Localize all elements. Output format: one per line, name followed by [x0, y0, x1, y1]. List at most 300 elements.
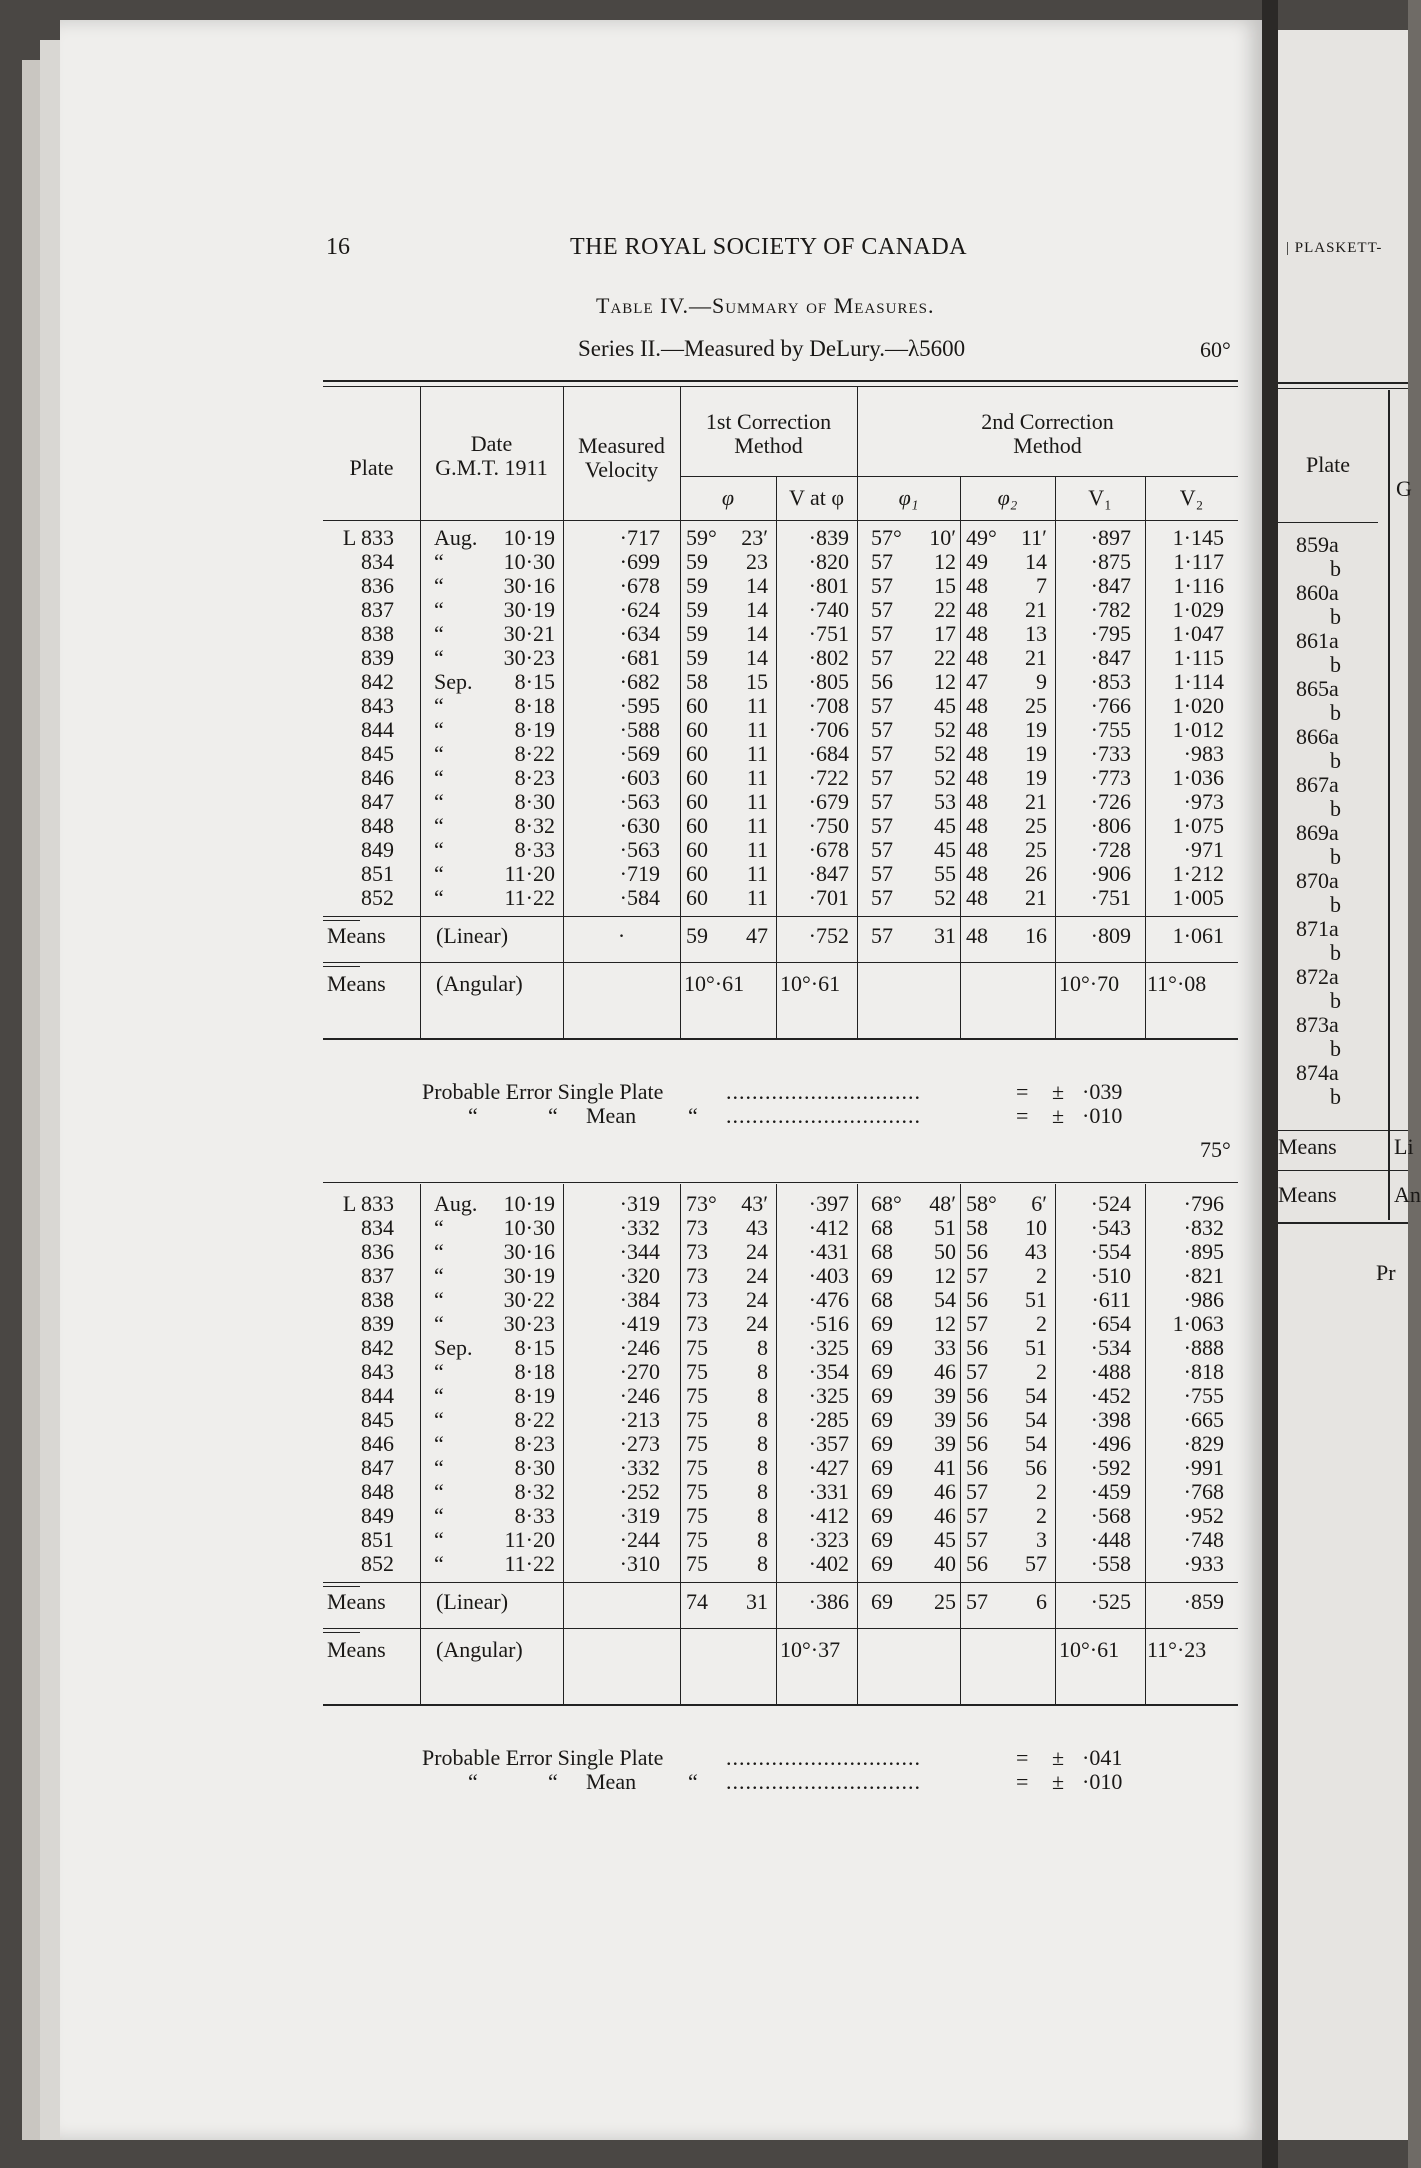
phi-minutes: 24 [746, 1239, 768, 1264]
column-rule [776, 1184, 777, 1704]
phi2-minutes: 57 [1025, 1551, 1047, 1576]
phi-degrees: 60 [686, 765, 708, 790]
phi1-minutes: 22 [934, 597, 956, 622]
means-phi2-minutes: 6 [1036, 1589, 1047, 1614]
phi1-degrees: 57 [871, 861, 893, 886]
v1-value: ·459 [1090, 1479, 1131, 1504]
phi2-degrees: 48 [966, 597, 988, 622]
right-running-head: | PLASKETT- [1286, 240, 1383, 256]
phi1-degrees: 69 [871, 1335, 893, 1360]
date-month: “ [434, 789, 444, 814]
plate-number: 852 [361, 1551, 394, 1576]
v2-value: ·888 [1183, 1335, 1224, 1360]
phi1-degrees: 57 [871, 693, 893, 718]
date-value: 11·20 [504, 861, 555, 886]
means-v1: ·525 [1090, 1589, 1131, 1614]
ditto-mark: “ [468, 1769, 478, 1794]
phi2-degrees: 48 [966, 717, 988, 742]
measured-velocity: ·717 [619, 525, 660, 550]
v2-value: ·971 [1183, 837, 1224, 862]
v-at-phi: ·331 [808, 1479, 849, 1504]
measured-velocity: ·319 [619, 1503, 660, 1528]
probable-error-label: Probable Error Single Plate [422, 1079, 664, 1104]
table-bottom-rule [323, 1704, 1238, 1706]
right-probable-error: Pr [1376, 1260, 1396, 1285]
phi-minutes: 8 [757, 1551, 768, 1576]
v2-value: 1·116 [1173, 573, 1224, 598]
phi1-minutes: 12 [934, 549, 956, 574]
v1-value: ·611 [1091, 1287, 1131, 1312]
phi-minutes: 8 [757, 1335, 768, 1360]
means-rule [323, 1628, 1238, 1629]
velocity-header: Velocity [584, 457, 659, 482]
v-at-phi: ·847 [808, 861, 849, 886]
v1-value: ·782 [1090, 597, 1131, 622]
means-phi-degrees: 59 [686, 923, 708, 948]
phi1-degrees: 57 [871, 549, 893, 574]
phi1-degrees: 57 [871, 597, 893, 622]
phi-degrees: 59° [686, 525, 717, 550]
phi2-minutes: 54 [1025, 1383, 1047, 1408]
phi1-minutes: 12 [934, 669, 956, 694]
means-rule [323, 916, 1238, 917]
v-at-phi: ·750 [808, 813, 849, 838]
phi1-degrees: 68 [871, 1239, 893, 1264]
page-edge [40, 40, 60, 2140]
measured-velocity: ·246 [619, 1335, 660, 1360]
means-phi1-minutes: 25 [934, 1589, 956, 1614]
plate-number: 842 [361, 1335, 394, 1360]
plate-number: 852 [361, 885, 394, 910]
right-means-angular-kind: An [1394, 1182, 1421, 1207]
phi1-minutes: 15 [934, 573, 956, 598]
date-month: “ [434, 1263, 444, 1288]
phi2-minutes: 2 [1036, 1263, 1047, 1288]
plate-number: 847 [361, 1455, 394, 1480]
right-plate-header: Plate [1306, 452, 1350, 477]
page-number: 16 [326, 234, 350, 260]
plate-number: 834 [361, 549, 394, 574]
phi2-degrees: 48 [966, 765, 988, 790]
date-month: “ [434, 597, 444, 622]
measured-velocity: ·273 [619, 1431, 660, 1456]
column-rule [680, 520, 681, 1038]
table-top-rule [323, 1182, 1238, 1183]
column-rule [1145, 520, 1146, 1038]
probable-error-value: ·010 [1082, 1103, 1123, 1128]
phi-minutes: 11 [746, 789, 768, 814]
phi1-minutes: 22 [934, 645, 956, 670]
v1-value: ·488 [1090, 1359, 1131, 1384]
v1-value: ·733 [1090, 741, 1131, 766]
phi2-minutes: 56 [1025, 1455, 1047, 1480]
v-at-phi: ·740 [808, 597, 849, 622]
phi-degrees: 60 [686, 789, 708, 814]
v-at-phi: ·516 [808, 1311, 849, 1336]
v1-value: ·510 [1090, 1263, 1131, 1288]
means-phi2-minutes: 16 [1025, 923, 1047, 948]
date-value: 30·21 [503, 621, 555, 646]
v1-value: ·766 [1090, 693, 1131, 718]
plate-number: 844 [361, 1383, 394, 1408]
phi-degrees: 73 [686, 1311, 708, 1336]
phi2-degrees: 56 [966, 1287, 988, 1312]
probable-error-value: ·041 [1082, 1745, 1123, 1770]
measured-velocity: ·624 [619, 597, 660, 622]
date-month: “ [434, 1407, 444, 1432]
phi2-minutes: 2 [1036, 1479, 1047, 1504]
phi-degrees: 75 [686, 1455, 708, 1480]
v1-value: ·795 [1090, 621, 1131, 646]
measured-velocity: ·419 [619, 1311, 660, 1336]
phi-degrees: 75 [686, 1551, 708, 1576]
means-phi-minutes: 31 [746, 1589, 768, 1614]
phi1-degrees: 69 [871, 1527, 893, 1552]
date-value: 11·22 [504, 885, 555, 910]
plate-number: 846 [361, 765, 394, 790]
date-value: 8·15 [514, 669, 555, 694]
phi2-minutes: 19 [1025, 765, 1047, 790]
date-value: 11·22 [504, 1551, 555, 1576]
phi1-minutes: 46 [934, 1479, 956, 1504]
leader-dots: .............................. [726, 1079, 921, 1104]
angular-means-kind: (Angular) [436, 1637, 523, 1662]
v2-value: 1·063 [1172, 1311, 1224, 1336]
phi-degrees: 75 [686, 1335, 708, 1360]
phi-minutes: 14 [746, 621, 768, 646]
v2-value: 1·029 [1172, 597, 1224, 622]
phi-degrees: 75 [686, 1359, 708, 1384]
measured-velocity: ·332 [619, 1455, 660, 1480]
series-caption: Series II.—Measured by DeLury.—λ5600 [578, 336, 966, 361]
date-month: “ [434, 1551, 444, 1576]
date-value: 8·30 [514, 789, 555, 814]
table-bottom-rule [323, 1038, 1238, 1040]
date-month: “ [434, 1311, 444, 1336]
phi2-minutes: 11′ [1021, 525, 1047, 550]
column-rule [1055, 1184, 1056, 1704]
column-rule [563, 1184, 564, 1704]
v-at-phi: ·412 [808, 1215, 849, 1240]
second-correction-header: Method [1013, 433, 1082, 458]
right-plate-number: b [1330, 988, 1341, 1013]
column-rule [776, 520, 777, 1038]
phi-degrees: 73° [686, 1191, 717, 1216]
plate-header: Plate [349, 455, 394, 480]
means-v-at-phi: ·386 [808, 1589, 849, 1614]
plate-number: 839 [361, 1311, 394, 1336]
phi2-minutes: 21 [1025, 885, 1047, 910]
date-month: “ [434, 741, 444, 766]
v-at-phi: ·678 [808, 837, 849, 862]
means-phi1-degrees: 69 [871, 1589, 893, 1614]
means-phi1-degrees: 57 [871, 923, 893, 948]
phi2-degrees: 57 [966, 1359, 988, 1384]
phi-minutes: 11 [746, 693, 768, 718]
date-value: 8·19 [514, 1383, 555, 1408]
plate-number: 849 [361, 837, 394, 862]
phi-minutes: 8 [757, 1407, 768, 1432]
v-at-phi: ·701 [808, 885, 849, 910]
angular-v1: 10°·70 [1059, 971, 1120, 996]
phi1-degrees: 69 [871, 1455, 893, 1480]
phi2-minutes: 3 [1036, 1527, 1047, 1552]
phi1-degrees: 68° [871, 1191, 902, 1216]
phi-degrees: 73 [686, 1215, 708, 1240]
date-value: 30·23 [503, 1311, 555, 1336]
phi-minutes: 24 [746, 1263, 768, 1288]
plate-number: 842 [361, 669, 394, 694]
angular-means-kind: (Angular) [436, 971, 523, 996]
date-month: “ [434, 573, 444, 598]
means-v1: ·809 [1090, 923, 1131, 948]
phi2-degrees: 48 [966, 645, 988, 670]
means-rule [323, 1586, 360, 1587]
phi2-minutes: 25 [1025, 837, 1047, 862]
phi1-degrees: 68 [871, 1287, 893, 1312]
v1-value: ·558 [1090, 1551, 1131, 1576]
date-value: 10·30 [503, 1215, 555, 1240]
v2-value: ·832 [1183, 1215, 1224, 1240]
phi1-minutes: 51 [934, 1215, 956, 1240]
measured-velocity: ·252 [619, 1479, 660, 1504]
measured-velocity: ·332 [619, 1215, 660, 1240]
means-label: Means [327, 923, 386, 948]
phi1-minutes: 52 [934, 885, 956, 910]
date-value: 8·23 [514, 765, 555, 790]
phi-minutes: 14 [746, 597, 768, 622]
measured-velocity: ·678 [619, 573, 660, 598]
phi1-degrees: 69 [871, 1359, 893, 1384]
measured-velocity: ·563 [619, 789, 660, 814]
phi-minutes: 11 [746, 741, 768, 766]
plus-minus: ± [1052, 1079, 1065, 1104]
means-rule [323, 962, 1238, 963]
phi-minutes: 8 [757, 1479, 768, 1504]
measured-velocity: ·588 [619, 717, 660, 742]
phi2-minutes: 21 [1025, 645, 1047, 670]
phi2-degrees: 47 [966, 669, 988, 694]
date-value: 8·32 [514, 1479, 555, 1504]
angular-v1: 10°·61 [1059, 1637, 1120, 1662]
first-correction-header: Method [734, 433, 803, 458]
v-at-phi: ·412 [808, 1503, 849, 1528]
leader-dots: .............................. [726, 1745, 921, 1770]
plate-number: 843 [361, 693, 394, 718]
v2-value: ·933 [1183, 1551, 1224, 1576]
velocity-header: Measured [578, 433, 665, 458]
phi-degrees: 73 [686, 1263, 708, 1288]
phi2-minutes: 21 [1025, 789, 1047, 814]
phi1-degrees: 56 [871, 669, 893, 694]
right-means-linear-kind: Li [1394, 1134, 1414, 1159]
date-month: “ [434, 1455, 444, 1480]
phi-minutes: 8 [757, 1431, 768, 1456]
v-at-phi: ·323 [808, 1527, 849, 1552]
equals-sign: = [1016, 1079, 1029, 1104]
plate-number: 839 [361, 645, 394, 670]
column-rule [857, 520, 858, 1038]
v2-value: 1·212 [1172, 861, 1224, 886]
angular-v2: 11°·08 [1147, 971, 1207, 996]
probable-error-label: Probable Error Single Plate [422, 1745, 664, 1770]
book-gutter [1262, 0, 1278, 2168]
page-edge [22, 60, 40, 2140]
probable-error-mean-label: Mean [586, 1103, 637, 1128]
date-value: 10·19 [503, 1191, 555, 1216]
v1-value: ·568 [1090, 1503, 1131, 1528]
phi1-degrees: 57 [871, 741, 893, 766]
date-month: “ [434, 693, 444, 718]
measured-velocity: ·310 [619, 1551, 660, 1576]
date-value: 11·20 [504, 1527, 555, 1552]
v1-value: ·592 [1090, 1455, 1131, 1480]
v1-header: V₁ [1088, 485, 1112, 510]
measured-velocity: ·244 [619, 1527, 660, 1552]
right-g-header: G [1396, 476, 1412, 501]
plus-minus: ± [1052, 1769, 1065, 1794]
date-month: “ [434, 861, 444, 886]
phi1-minutes: 33 [934, 1335, 956, 1360]
date-value: 30·19 [503, 597, 555, 622]
phi1-degrees: 57 [871, 645, 893, 670]
v-at-phi: ·403 [808, 1263, 849, 1288]
phi2-degrees: 58 [966, 1215, 988, 1240]
v2-value: ·952 [1183, 1503, 1224, 1528]
header-bottom-rule [323, 520, 1238, 521]
phi2-minutes: 54 [1025, 1431, 1047, 1456]
v2-value: ·748 [1183, 1527, 1224, 1552]
v1-value: ·773 [1090, 765, 1131, 790]
right-plate-number: b [1330, 556, 1341, 581]
phi1-degrees: 57 [871, 885, 893, 910]
v-at-phi: ·427 [808, 1455, 849, 1480]
date-value: 30·23 [503, 645, 555, 670]
ditto-mark: “ [468, 1103, 478, 1128]
plate-number: 843 [361, 1359, 394, 1384]
v1-value: ·496 [1090, 1431, 1131, 1456]
phi1-minutes: 50 [934, 1239, 956, 1264]
means-rule [323, 966, 360, 967]
right-plate-number: 865a [1296, 676, 1339, 701]
phi-degrees: 75 [686, 1407, 708, 1432]
measured-velocity: ·384 [619, 1287, 660, 1312]
phi-minutes: 11 [746, 765, 768, 790]
plate-number: 848 [361, 1479, 394, 1504]
phi-minutes: 15 [746, 669, 768, 694]
phi2-degrees: 57 [966, 1263, 988, 1288]
plate-number: 837 [361, 597, 394, 622]
v2-value: 1·115 [1173, 645, 1224, 670]
v1-value: ·906 [1090, 861, 1131, 886]
v-at-phi: ·708 [808, 693, 849, 718]
date-month: “ [434, 1527, 444, 1552]
column-rule [420, 1184, 421, 1704]
right-plate-number: 861a [1296, 628, 1339, 653]
right-plate-number: b [1330, 1036, 1341, 1061]
right-page [1278, 30, 1421, 2140]
phi2-minutes: 2 [1036, 1311, 1047, 1336]
right-plate-number: 866a [1296, 724, 1339, 749]
date-month: Aug. [434, 1191, 478, 1216]
phi1-minutes: 39 [934, 1407, 956, 1432]
phi1-degrees: 57 [871, 789, 893, 814]
v2-value: ·818 [1183, 1359, 1224, 1384]
date-month: “ [434, 837, 444, 862]
date-month: “ [434, 1479, 444, 1504]
v1-value: ·654 [1090, 1311, 1131, 1336]
column-rule [420, 520, 421, 1038]
plate-number: 851 [361, 861, 394, 886]
date-month: “ [434, 885, 444, 910]
plate-number: 838 [361, 1287, 394, 1312]
phi-degrees: 75 [686, 1383, 708, 1408]
plate-number: L 833 [342, 525, 394, 550]
phi2-minutes: 10 [1025, 1215, 1047, 1240]
date-value: 8·18 [514, 1359, 555, 1384]
phi2-minutes: 6′ [1031, 1191, 1047, 1216]
phi2-degrees: 57 [966, 1527, 988, 1552]
measured-velocity: ·563 [619, 837, 660, 862]
phi1-minutes: 45 [934, 1527, 956, 1552]
v-at-phi: ·820 [808, 549, 849, 574]
measured-velocity: ·344 [619, 1239, 660, 1264]
phi-minutes: 8 [757, 1527, 768, 1552]
right-plate-number: 859a [1296, 532, 1339, 557]
date-value: 8·32 [514, 813, 555, 838]
v-at-phi: ·706 [808, 717, 849, 742]
right-plate-number: 872a [1296, 964, 1339, 989]
second-correction-header: 2nd Correction [981, 409, 1114, 434]
phi1-minutes: 46 [934, 1503, 956, 1528]
phi2-minutes: 19 [1025, 741, 1047, 766]
v1-value: ·726 [1090, 789, 1131, 814]
phi2-degrees: 56 [966, 1551, 988, 1576]
date-value: 10·30 [503, 549, 555, 574]
v2-value: ·829 [1183, 1431, 1224, 1456]
date-month: “ [434, 645, 444, 670]
phi-minutes: 11 [746, 717, 768, 742]
phi-degrees: 75 [686, 1431, 708, 1456]
v2-value: ·983 [1183, 741, 1224, 766]
date-month: Sep. [434, 1335, 473, 1360]
v2-value: ·665 [1183, 1407, 1224, 1432]
phi-degrees: 60 [686, 861, 708, 886]
phi-degrees: 60 [686, 693, 708, 718]
ditto-mark: “ [688, 1769, 698, 1794]
phi-degrees: 59 [686, 597, 708, 622]
phi-minutes: 24 [746, 1287, 768, 1312]
table-title: Table IV.—Summary of Measures. [596, 293, 935, 318]
phi2-degrees: 56 [966, 1431, 988, 1456]
equals-sign: = [1016, 1745, 1029, 1770]
phi-minutes: 23 [746, 549, 768, 574]
date-value: 10·19 [503, 525, 555, 550]
date-month: “ [434, 1359, 444, 1384]
v1-value: ·755 [1090, 717, 1131, 742]
right-plate-number: b [1330, 844, 1341, 869]
v-at-phi: ·431 [808, 1239, 849, 1264]
measured-velocity: ·270 [619, 1359, 660, 1384]
v-at-phi: ·285 [808, 1407, 849, 1432]
date-header: G.M.T. 1911 [435, 455, 548, 480]
date-month: “ [434, 813, 444, 838]
date-value: 8·22 [514, 1407, 555, 1432]
right-plate-number: b [1330, 940, 1341, 965]
phi1-degrees: 69 [871, 1407, 893, 1432]
phi1-minutes: 54 [934, 1287, 956, 1312]
equals-sign: = [1016, 1103, 1029, 1128]
